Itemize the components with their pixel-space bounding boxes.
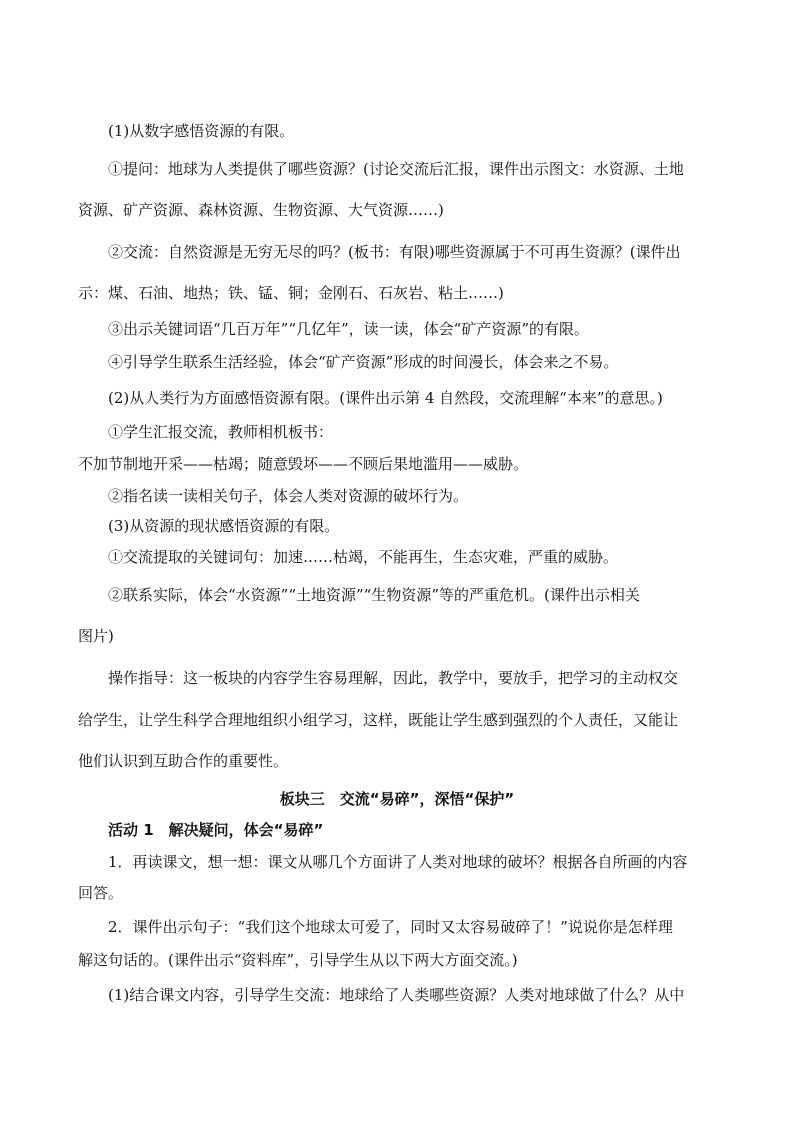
paragraph-line: 资源、矿产资源、森林资源、生物资源、大气资源……) — [78, 201, 444, 219]
paragraph-line: ①学生汇报交流，教师相机板书： — [108, 423, 334, 441]
paragraph-line: 1．再读课文，想一想：课文从哪几个方面讲了人类对地球的破坏？根据各自所画的内容 — [108, 853, 688, 871]
paragraph-line: ④引导学生联系生活经验，体会“矿产资源”形成的时间漫长，体会来之不易。 — [108, 353, 619, 371]
paragraph-line: 不加节制地开采——枯竭；随意毁坏——不顾后果地滥用——威胁。 — [78, 455, 529, 473]
paragraph-line: 他们认识到互助合作的重要性。 — [78, 752, 289, 770]
paragraph-line: 给学生，让学生科学合理地组织小组学习，这样，既能让学生感到强烈的个人责任，又能让 — [78, 711, 679, 729]
section-title: 板块三 交流“易碎”，深悟“保护” — [279, 790, 515, 808]
paragraph-line: ③出示关键词语“几百万年”“几亿年”，读一读，体会“矿产资源”的有限。 — [108, 320, 590, 338]
paragraph-line: ①提问：地球为人类提供了哪些资源？(讨论交流后汇报，课件出示图文：水资源、土地 — [108, 160, 684, 178]
paragraph-line: 图片) — [78, 627, 114, 645]
paragraph-line: ②交流：自然资源是无穷无尽的吗？(板书：有限)哪些资源属于不可再生资源？(课件出 — [108, 243, 681, 261]
paragraph-line: 2．课件出示句子：“我们这个地球太可爱了，同时又太容易破碎了！”说说你是怎样理 — [108, 918, 673, 936]
paragraph-line: 操作指导：这一板块的内容学生容易理解，因此，教学中，要放手，把学习的主动权交 — [108, 669, 679, 687]
paragraph-line: ②联系实际，体会“水资源”“土地资源”“生物资源”等的严重危机。(课件出示相关 — [108, 586, 640, 604]
paragraph-line: 示：煤、石油、地热；铁、锰、铜；金刚石、石灰岩、粘土……) — [78, 284, 504, 302]
paragraph-line: 回答。 — [78, 884, 124, 902]
paragraph-line: (1)从数字感悟资源的有限。 — [108, 122, 295, 140]
paragraph-line: (1)结合课文内容，引导学生交流：地球给了人类哪些资源？人类对地球做了什么？从中 — [108, 986, 685, 1004]
paragraph-line: 解这句话的。(课件出示“资料库”，引导学生从以下两大方面交流。) — [78, 951, 518, 969]
activity-heading: 活动 1 解决疑问，体会“易碎” — [108, 821, 324, 839]
paragraph-line: ②指名读一读相关句子，体会人类对资源的破坏行为。 — [108, 487, 469, 505]
paragraph-line: (3)从资源的现状感悟资源的有限。 — [108, 517, 340, 535]
paragraph-line: (2)从人类行为方面感悟资源有限。(课件出示第 4 自然段，交流理解“本来”的意思。) — [108, 389, 663, 407]
paragraph-line: ①交流提取的关键词句：加速……枯竭，不能再生，生态灾难，严重的威胁。 — [108, 548, 619, 566]
